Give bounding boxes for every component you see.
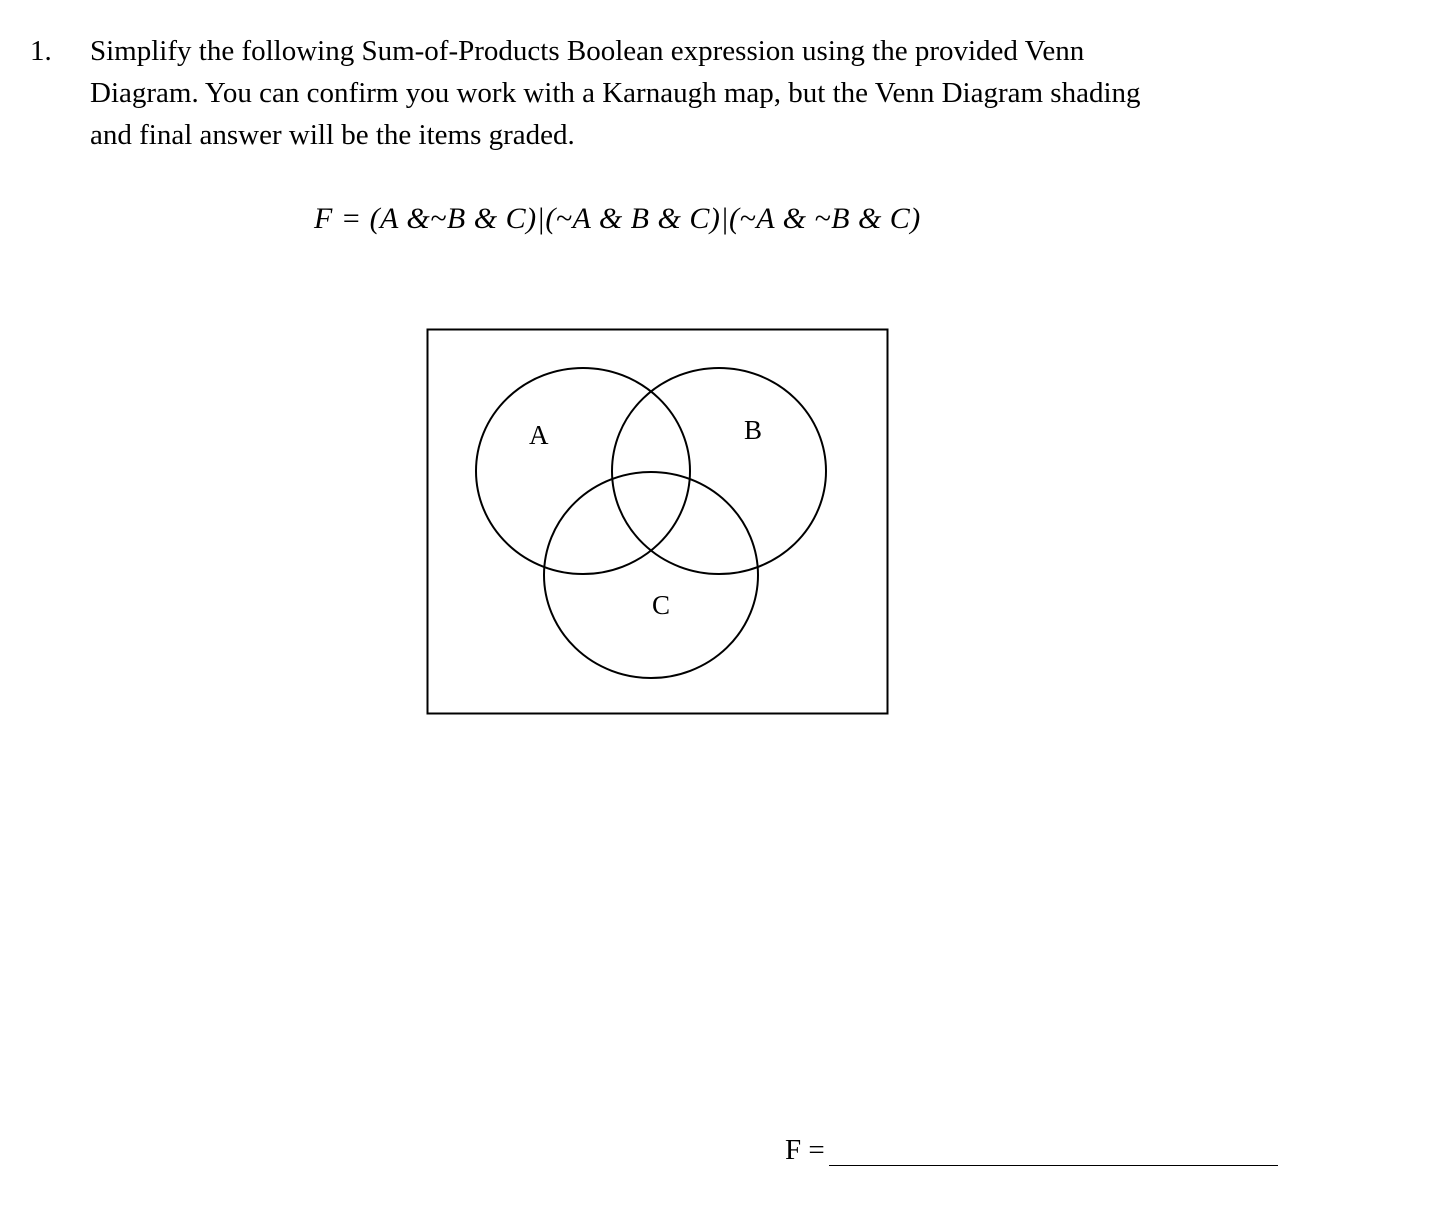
boolean-expression: F = (A &~B & C)|(~A & B & C)|(~A & ~B & C) [314,202,921,235]
label-c: C [652,590,671,620]
question-line: and final answer will be the items graded. [90,119,575,151]
label-a: A [529,420,549,450]
question-line: Diagram. You can confirm you work with a Karnaugh map, but the Venn Diagram shading [90,77,1141,109]
label-b: B [744,415,763,445]
question-line: Simplify the following Sum-of-Products Boolean expression using the provided Venn [90,35,1085,67]
circle-b[interactable] [612,368,826,574]
answer-blank[interactable] [829,1165,1278,1166]
question-number: 1. [30,35,52,67]
answer-label: F = [785,1134,825,1166]
circle-c[interactable] [544,472,758,678]
circle-a[interactable] [476,368,690,574]
